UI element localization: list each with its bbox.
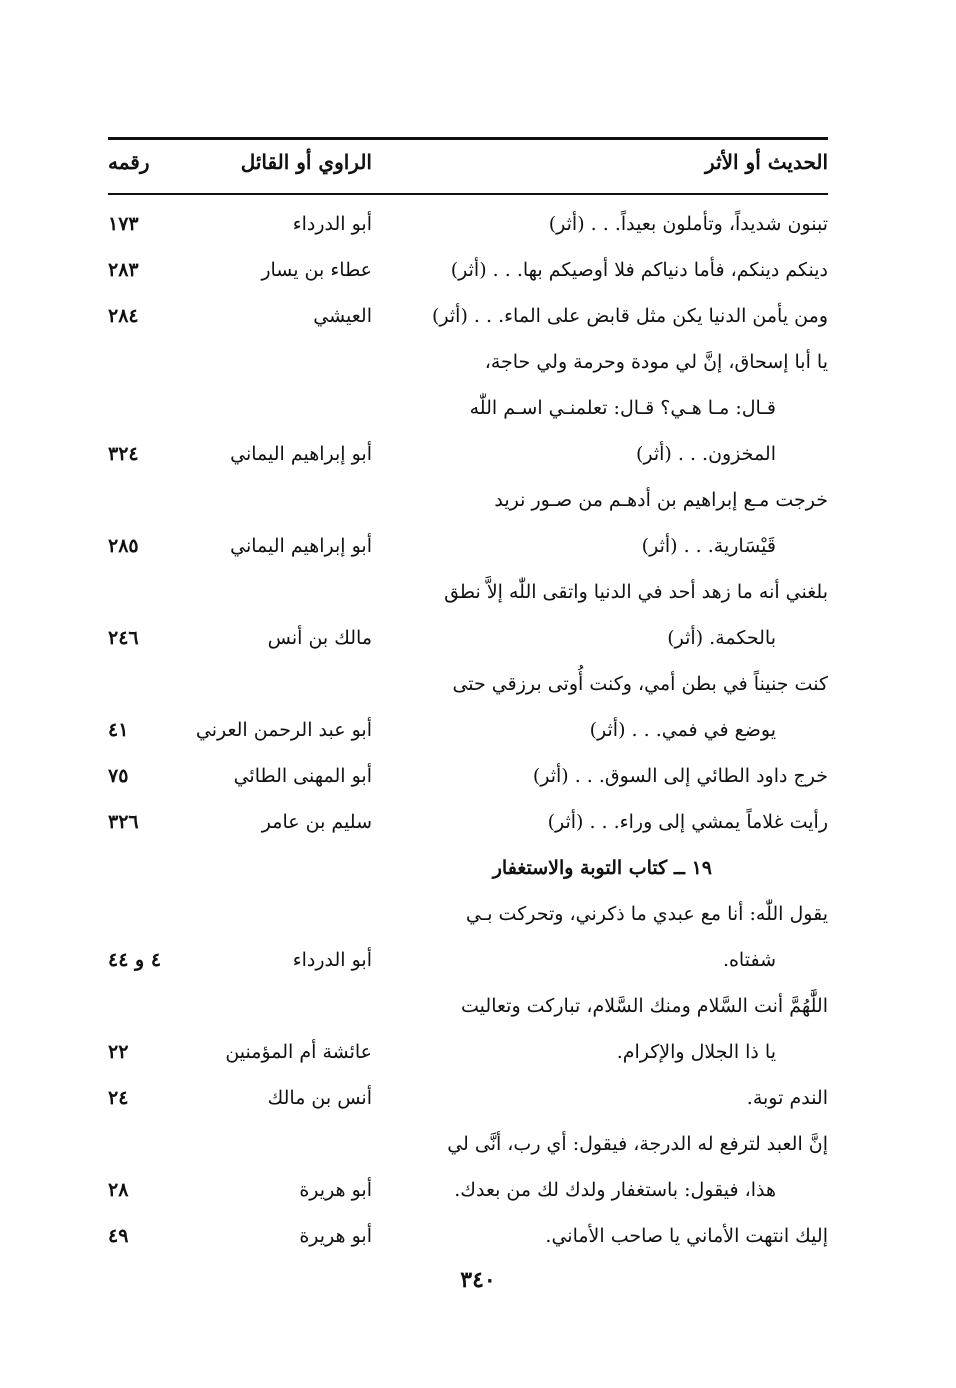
hadith-number: ٢٨ [108, 1179, 129, 1201]
hadith-number: ٢٨٣ [108, 259, 139, 281]
hadith-text: اللَّٰهُمَّ أنت السَّلام ومنك السَّلام، تباركت وتعاليت [461, 995, 828, 1017]
header-rule [108, 193, 828, 195]
table-row [108, 711, 828, 757]
narrator-name: أبو المهنى الطائي [233, 765, 372, 787]
hadith-text: بلغني أنه ما زهد أحد في الدنيا واتقى اللّٰه إلاَّ نطق [444, 581, 828, 603]
hadith-number: ٢٨٤ [108, 305, 139, 327]
hadith-text: يا أبا إسحاق، إنَّ لي مودة وحرمة ولي حاجة، [484, 351, 828, 373]
table-row [108, 297, 828, 343]
table-row [108, 665, 828, 711]
header-hadith: الحديث أو الأثر [705, 150, 828, 174]
table-row [108, 205, 828, 251]
hadith-text: إليك انتهت الأماني يا صاحب الأماني. [545, 1225, 828, 1247]
narrator-name: أبو عبد الرحمن العرني [195, 719, 372, 741]
hadith-number: ٢٤٦ [108, 627, 139, 649]
table-row [108, 343, 828, 389]
hadith-text: يا ذا الجلال والإكرام. [616, 1041, 776, 1063]
hadith-number: ٢٨٥ [108, 535, 139, 557]
page-number: ٣٤٠ [460, 1267, 496, 1293]
table-row [108, 251, 828, 297]
table-row [108, 573, 828, 619]
table-row [108, 1079, 828, 1125]
table-header [108, 144, 828, 184]
narrator-name: عائشة أم المؤمنين [225, 1041, 372, 1063]
table-row [108, 389, 828, 435]
narrator-name: أبو إبراهيم اليماني [230, 443, 372, 465]
narrator-name: مالك بن أنس [267, 627, 372, 649]
hadith-text: رأيت غلاماً يمشي إلى وراء. . . (أثر) [547, 811, 828, 833]
top-rule [108, 137, 828, 140]
table-row [108, 757, 828, 803]
hadith-number: ٢٤ [108, 1087, 129, 1109]
hadith-text: قَيْسَارية. . . (أثر) [641, 535, 776, 557]
hadith-text: دينكم دينكم، فأما دنياكم فلا أوصيكم بها. . . (أثر) [450, 259, 828, 281]
hadith-text: إنَّ العبد لترفع له الدرجة، فيقول: أي رب، أنَّى لي [447, 1133, 828, 1155]
hadith-number: ٢٢ [108, 1041, 129, 1063]
hadith-text: كنت جنيناً في بطن أمي، وكنت أُوتى برزقي حتى [452, 673, 828, 695]
table-row [108, 619, 828, 665]
hadith-text: تبنون شديداً، وتأملون بعيداً. . . (أثر) [548, 213, 828, 235]
hadith-number: ٧٥ [108, 765, 129, 787]
section-heading-row [108, 849, 828, 895]
hadith-text: هذا، فيقول: باستغفار ولدك لك من بعدك. [454, 1179, 776, 1201]
narrator-name: العيشي [313, 305, 372, 327]
hadith-text: شفتاه. [722, 949, 776, 971]
hadith-text: خرجت مـع إبراهيم بن أدهـم من صـور نريد [494, 489, 828, 511]
table-row [108, 1171, 828, 1217]
hadith-text: خرج داود الطائي إلى السوق. . . (أثر) [532, 765, 828, 787]
narrator-name: أبو هريرة [299, 1179, 372, 1201]
table-row [108, 481, 828, 527]
index-table [108, 205, 828, 1263]
narrator-name: أبو هريرة [299, 1225, 372, 1247]
hadith-text: الندم توبة. [746, 1087, 828, 1109]
hadith-text: قـال: مـا هـي؟ قـال: تعلمنـي اسـم اللّٰه [469, 397, 776, 419]
hadith-text: بالحكمة. (أثر) [667, 627, 776, 649]
header-number: رقمه [108, 150, 150, 174]
hadith-number: ٣٢٦ [108, 811, 139, 833]
narrator-name: سليم بن عامر [261, 811, 372, 833]
narrator-name: أنس بن مالك [267, 1087, 372, 1109]
table-row [108, 1125, 828, 1171]
table-row [108, 987, 828, 1033]
hadith-text: يوضع في فمي. . . (أثر) [589, 719, 776, 741]
narrator-name: أبو الدرداء [292, 213, 372, 235]
header-narrator: الراوي أو القائل [240, 150, 372, 174]
narrator-name: أبو الدرداء [292, 949, 372, 971]
section-title: ١٩ ــ كتاب التوبة والاستغفار [492, 857, 712, 879]
hadith-text: ومن يأمن الدنيا يكن مثل قابض على الماء. . . (أثر) [432, 305, 828, 327]
table-row [108, 803, 828, 849]
hadith-number: ١٧٣ [108, 213, 139, 235]
table-row [108, 895, 828, 941]
hadith-text: المخزون. . . (أثر) [635, 443, 776, 465]
table-row [108, 941, 828, 987]
hadith-number: ٤١ [108, 719, 129, 741]
table-row [108, 1033, 828, 1079]
hadith-number: ٤ و ٤٤ [108, 949, 162, 971]
table-row [108, 1217, 828, 1263]
narrator-name: عطاء بن يسار [261, 259, 372, 281]
table-row [108, 435, 828, 481]
table-row [108, 527, 828, 573]
hadith-number: ٤٩ [108, 1225, 129, 1247]
hadith-number: ٣٢٤ [108, 443, 139, 465]
hadith-text: يقول اللّٰه: أنا مع عبدي ما ذكرني، وتحركت بـي [465, 903, 828, 925]
narrator-name: أبو إبراهيم اليماني [230, 535, 372, 557]
